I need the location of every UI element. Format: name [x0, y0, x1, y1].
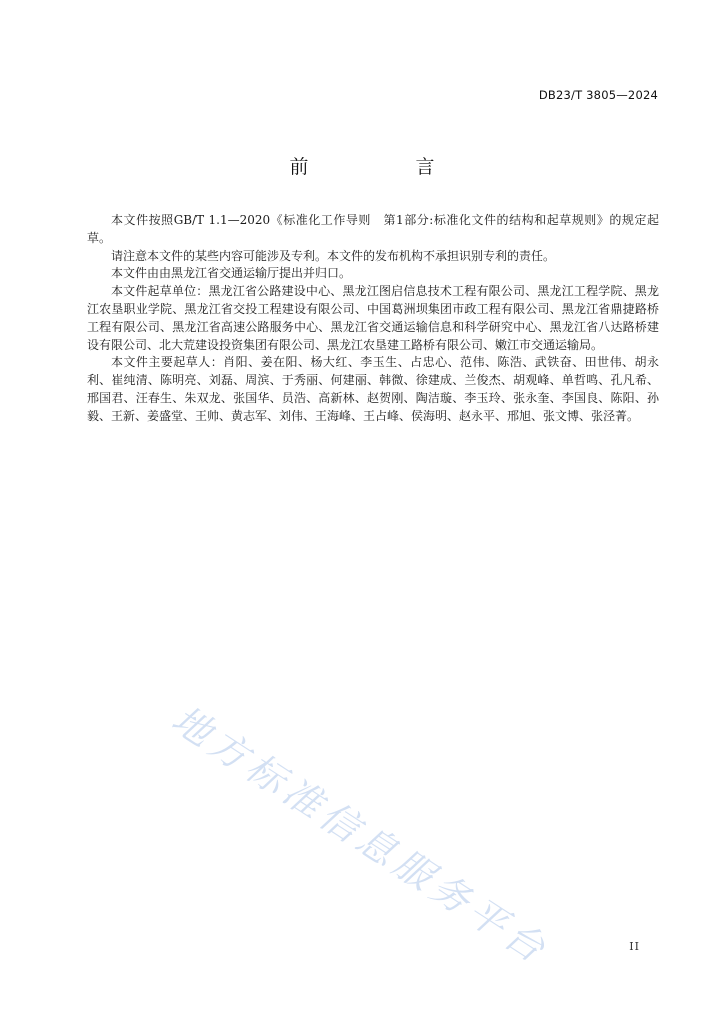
page-number: II [629, 940, 640, 953]
paragraph-proposer: 本文件由由黑龙江省交通运输厅提出并归口。 [111, 266, 352, 281]
paragraph-drafting-basis: 本文件按照GB/T 1.1—2020《标准化工作导则 第1部分:标准化文件的结构和起草规则》的规定起草。 [87, 213, 659, 245]
paragraph-drafters: 本文件主要起草人：肖阳、姜在阳、杨大红、李玉生、占忠心、范伟、陈浩、武铁奋、田世伟、胡永利、崔纯清、陈明亮、刘磊、周滨、于秀丽、何建丽、韩微、徐建成、兰俊杰、胡观峰、单哲鸣、孔凡希、邢国君、汪春生、朱双龙、张国华、员浩、高新林、赵贺刚、陶洁璇、李玉玲、张永奎、李国良、陈阳、孙毅、王新、姜盛堂、王帅、黄志军、刘伟、王海峰、王占峰、侯海明、赵永平、邢旭、张文博、张泾菁。 [87, 355, 659, 423]
page-title: 前 言 [289, 156, 479, 178]
paragraph-drafting-units: 本文件起草单位：黑龙江省公路建设中心、黑龙江图启信息技术工程有限公司、黑龙江工程学院、黑龙江农垦职业学院、黑龙江省交投工程建设有限公司、中国葛洲坝集团市政工程有限公司、黑龙江省鼎捷路桥工程有限公司、黑龙江省高速公路服务中心、黑龙江省交通运输信息和科学研究中心、黑龙江省八达路桥建设有限公司、北大荒建设投资集团有限公司、黑龙江农垦建工路桥有限公司、嫩江市交通运输局。 [87, 284, 659, 352]
preface-body [87, 212, 659, 426]
watermark-text: 地方标准信息服务平台 [164, 696, 558, 974]
document-code: DB23/T 3805—2024 [538, 88, 658, 102]
paragraph-patent-notice: 请注意本文件的某些内容可能涉及专利。本文件的发布机构不承担识别专利的责任。 [111, 248, 556, 263]
